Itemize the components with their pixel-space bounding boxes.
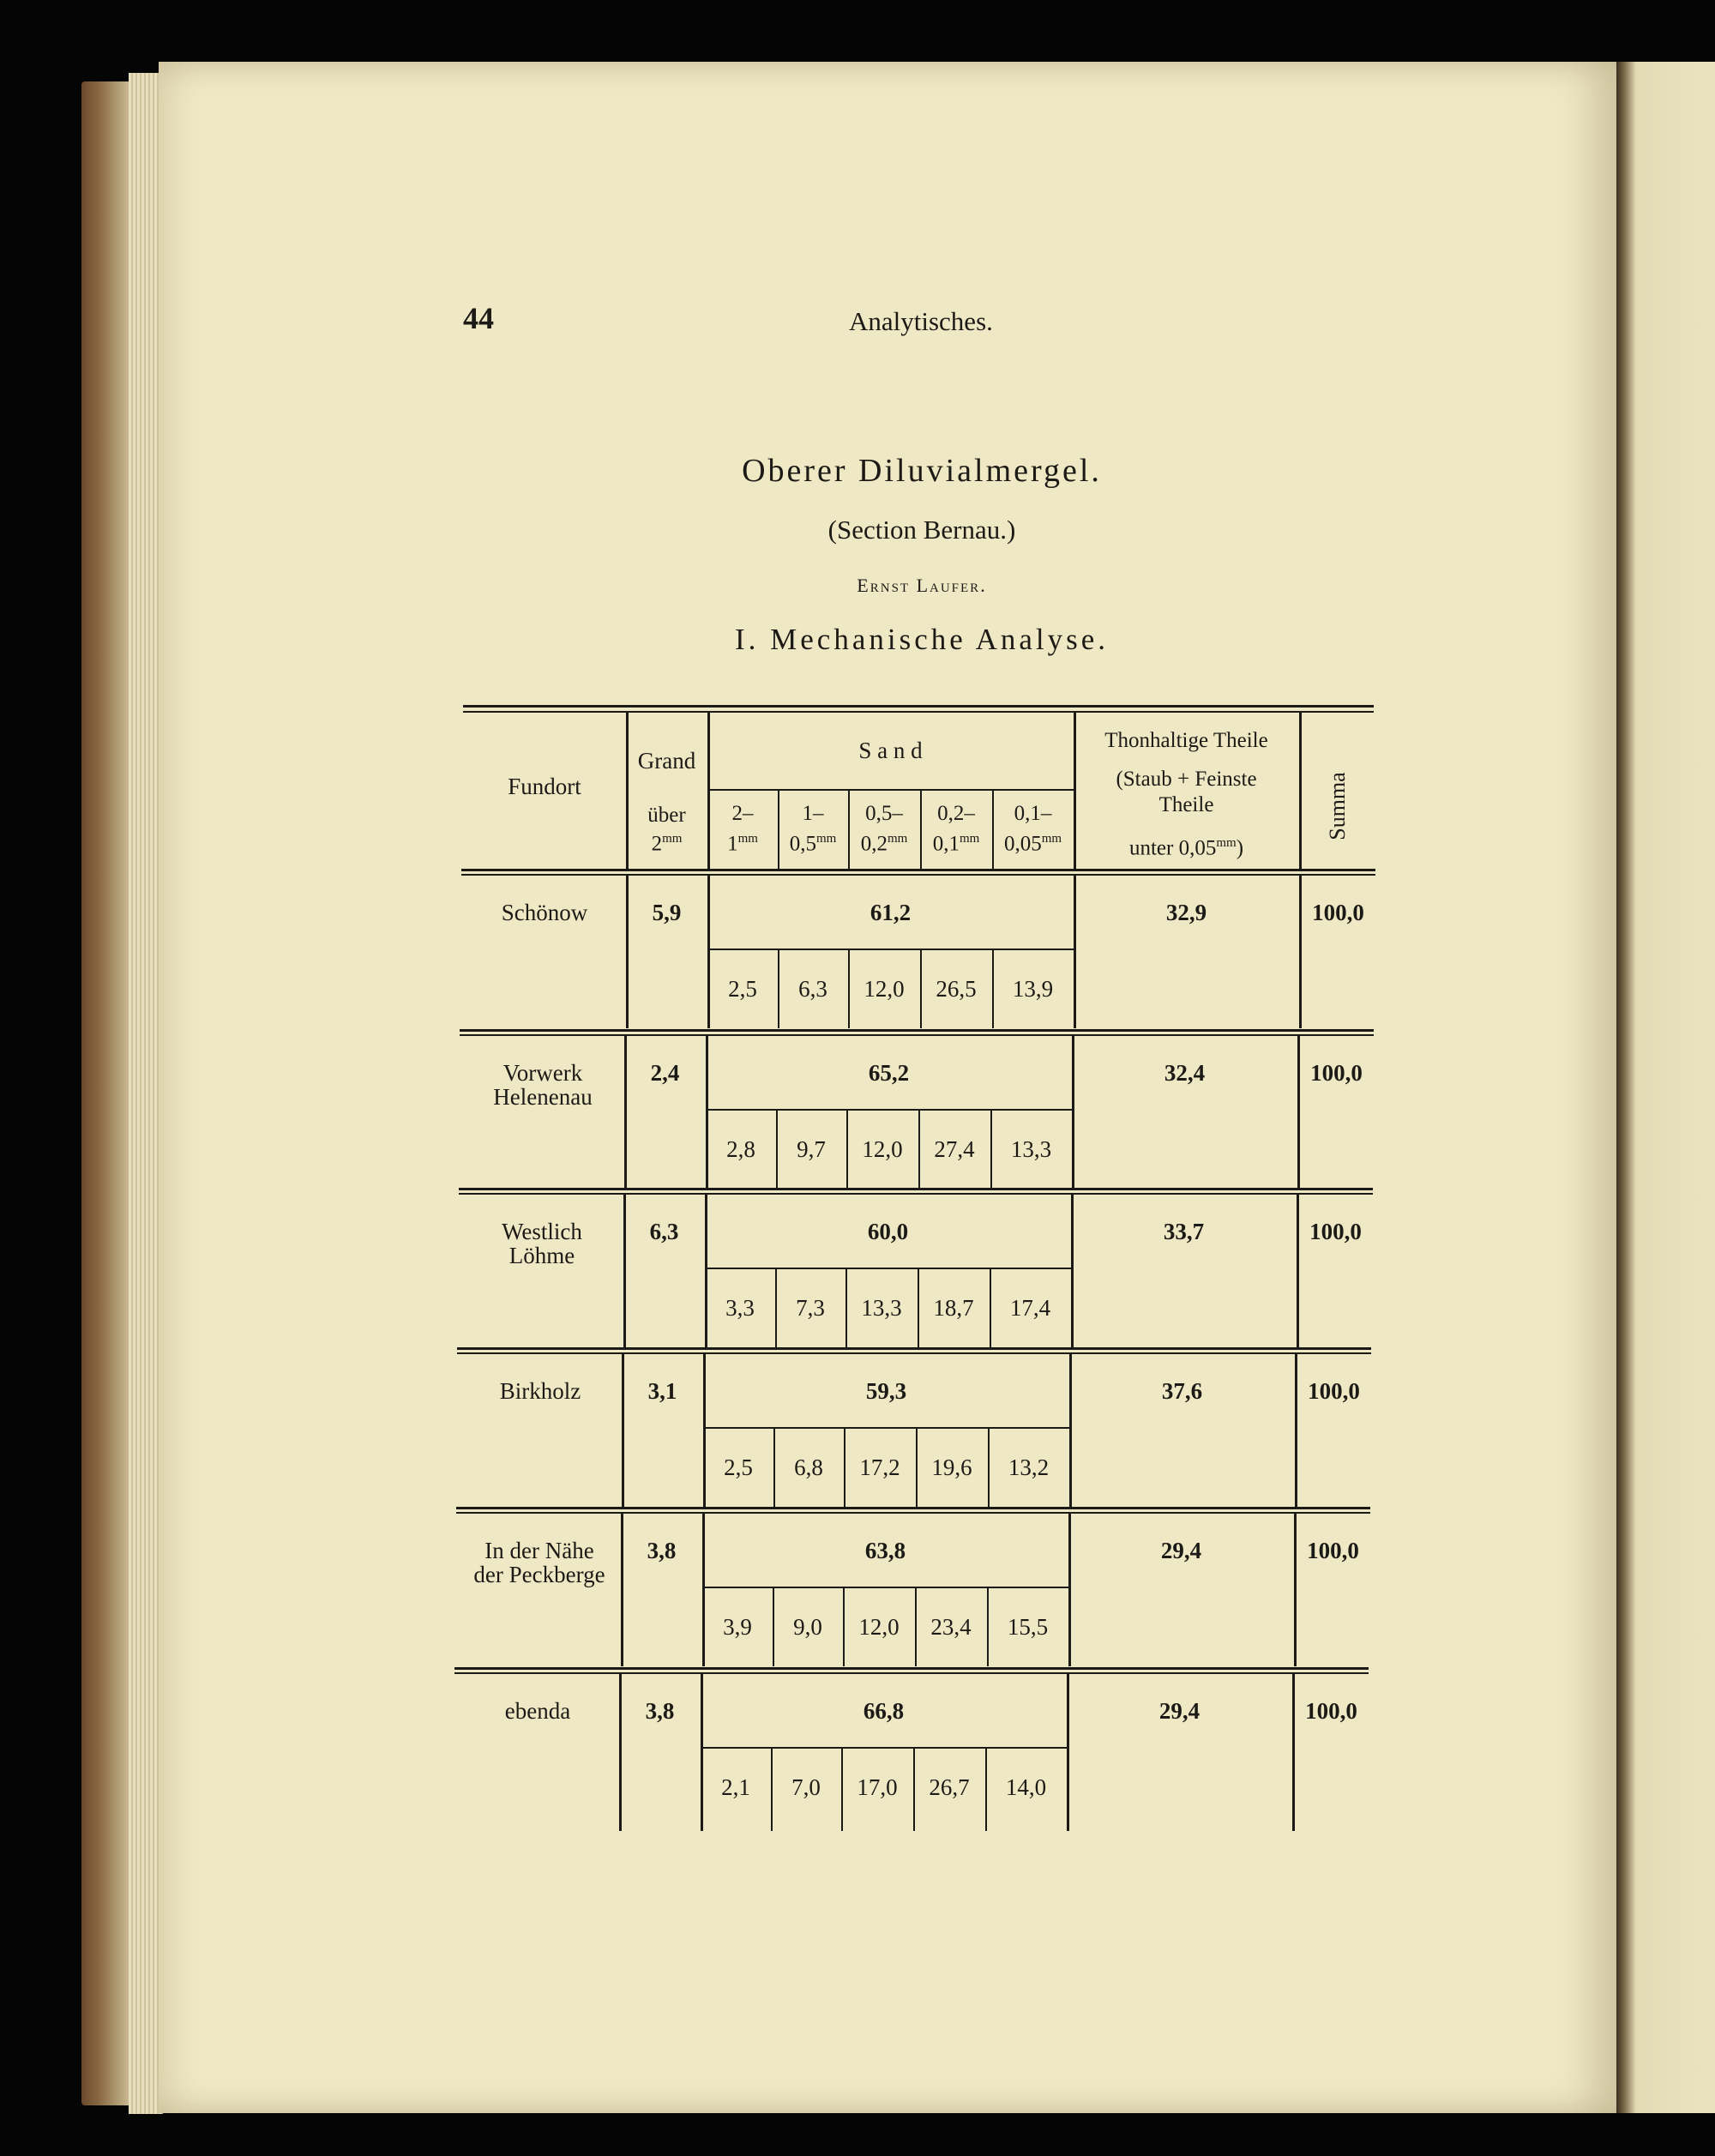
row-sand-value: 23,4 xyxy=(930,1614,972,1640)
page-title: Oberer Diluvialmergel. xyxy=(742,453,1102,489)
row-divider-fundort xyxy=(622,1354,624,1507)
row-sand-value: 12,0 xyxy=(858,1614,900,1640)
row-divider-fundort xyxy=(621,1514,623,1666)
row-fundort-line2: Helenenau xyxy=(493,1084,593,1110)
row-grand: 6,3 xyxy=(649,1219,679,1244)
row-thon: 29,4 xyxy=(1158,1698,1200,1724)
row-summa: 100,0 xyxy=(1308,1378,1360,1404)
row-sand-value: 14,0 xyxy=(1005,1774,1047,1800)
row-summa: 100,0 xyxy=(1312,900,1364,925)
row-top-rule-inner xyxy=(461,874,1375,876)
row-sand-value: 9,7 xyxy=(797,1136,826,1162)
row-fundort-line2: Löhme xyxy=(508,1243,575,1268)
row-sand-value: 2,5 xyxy=(724,1454,753,1480)
header-thon-line1: Thonhaltige Theile xyxy=(1104,729,1268,752)
row-top-rule-inner xyxy=(454,1672,1369,1674)
table-top-rule-inner xyxy=(463,711,1374,713)
row-fundort: Schönow xyxy=(501,900,588,925)
section-heading: I. Mechanische Analyse. xyxy=(734,623,1110,656)
row-divider-thon xyxy=(1297,1036,1300,1189)
row-sand-value: 12,0 xyxy=(862,1136,903,1162)
row-top-rule xyxy=(461,869,1375,871)
row-top-rule xyxy=(459,1188,1373,1190)
row-grand: 2,4 xyxy=(650,1060,680,1086)
row-top-rule xyxy=(460,1029,1374,1032)
row-sand-value: 13,3 xyxy=(1010,1136,1052,1162)
row-summa: 100,0 xyxy=(1310,1060,1363,1086)
header-sand-col-bottom xyxy=(778,828,848,855)
page-stack-edge xyxy=(129,73,163,2114)
row-divider-thon xyxy=(1297,1195,1299,1347)
row-sand-sub-rule xyxy=(708,1109,1072,1111)
row-divider-fundort xyxy=(626,876,629,1028)
row-fundort: In der Nähe xyxy=(484,1538,594,1563)
row-top-rule-inner xyxy=(460,1034,1374,1036)
table-top-rule xyxy=(463,705,1374,708)
header-sand-col-bottom-unit: mm xyxy=(959,832,980,846)
header-grand-unit-value: 2 xyxy=(651,832,663,856)
row-top-rule-inner xyxy=(459,1193,1373,1195)
header-sand-col-bottom-unit: mm xyxy=(1041,832,1062,846)
row-divider-sand xyxy=(1072,1036,1074,1189)
row-sand-sub-rule xyxy=(710,949,1074,950)
header-sand-col-top: 0,2– xyxy=(937,802,975,825)
row-sand-value: 6,8 xyxy=(794,1454,823,1480)
row-sand-total: 59,3 xyxy=(865,1378,907,1404)
row-sand-value: 13,3 xyxy=(861,1295,902,1321)
header-grand-sub: über xyxy=(647,804,686,827)
row-sand-value: 2,1 xyxy=(721,1774,750,1800)
row-sand-value: 26,5 xyxy=(936,976,977,1002)
row-sand-value: 17,0 xyxy=(857,1774,898,1800)
page-subtitle: (Section Bernau.) xyxy=(827,515,1016,545)
row-sand-value: 17,2 xyxy=(859,1454,900,1480)
row-sand-total: 61,2 xyxy=(870,900,912,925)
row-summa: 100,0 xyxy=(1309,1219,1362,1244)
header-sand-col-bottom-unit: mm xyxy=(737,832,758,846)
row-sand-value: 3,3 xyxy=(725,1295,755,1321)
header-divider-thon xyxy=(1299,713,1302,871)
row-top-rule xyxy=(456,1507,1370,1509)
header-grand-unit xyxy=(626,828,707,855)
row-top-rule xyxy=(457,1347,1371,1350)
row-fundort: Vorwerk xyxy=(502,1060,583,1086)
row-summa: 100,0 xyxy=(1305,1698,1357,1724)
header-sand-col-top: 0,1– xyxy=(1014,802,1052,825)
row-sand-value: 26,7 xyxy=(929,1774,970,1800)
row-divider-grand xyxy=(706,1036,708,1189)
row-sand-value: 13,9 xyxy=(1012,976,1054,1002)
header-sand-col-bottom-value: 0,1 xyxy=(932,832,960,856)
row-divider-grand xyxy=(705,1195,707,1347)
header-thon-line4 xyxy=(1074,832,1299,859)
row-sand-value: 27,4 xyxy=(934,1136,975,1162)
row-divider-sand xyxy=(1069,1354,1072,1507)
header-sand-col-bottom xyxy=(992,828,1074,855)
header-sand-col-bottom-value: 0,2 xyxy=(860,832,888,856)
row-grand: 3,8 xyxy=(647,1538,677,1563)
row-sand-value: 12,0 xyxy=(864,976,905,1002)
row-sand-value: 2,5 xyxy=(728,976,757,1002)
row-divider-sand xyxy=(1071,1195,1074,1347)
row-divider-grand xyxy=(702,1514,705,1666)
row-sand-sub-rule xyxy=(705,1587,1068,1588)
row-fundort-line2: der Peckberge xyxy=(473,1562,605,1587)
facing-page-edge xyxy=(1616,62,1715,2113)
row-sand-total: 63,8 xyxy=(864,1538,906,1563)
header-fundort: Fundort xyxy=(508,774,581,799)
row-grand: 5,9 xyxy=(652,900,682,925)
row-top-rule xyxy=(454,1667,1369,1670)
header-thon-close: ) xyxy=(1236,836,1244,860)
row-sand-value: 3,9 xyxy=(723,1614,752,1640)
header-thon-line4-value: unter 0,05 xyxy=(1128,836,1217,860)
row-divider-thon xyxy=(1295,1354,1297,1507)
header-sand-col-bottom xyxy=(920,828,992,855)
row-fundort: Westlich xyxy=(502,1219,582,1244)
row-grand: 3,8 xyxy=(645,1698,675,1724)
row-sand-value: 2,8 xyxy=(726,1136,755,1162)
row-thon: 33,7 xyxy=(1163,1219,1205,1244)
book-page xyxy=(159,62,1616,2113)
row-sand-total: 65,2 xyxy=(868,1060,910,1086)
header-sand: S a n d xyxy=(858,738,923,763)
author-name: Ernst Laufer. xyxy=(857,575,987,596)
header-sand-col-bottom-unit: mm xyxy=(887,832,908,846)
header-sand-col-bottom-unit: mm xyxy=(815,832,837,846)
row-sand-total: 60,0 xyxy=(867,1219,909,1244)
header-sand-col-top: 0,5– xyxy=(865,802,903,825)
header-grand: Grand xyxy=(637,748,696,774)
row-sand-sub-rule xyxy=(707,1268,1071,1269)
header-sand-col-top: 1– xyxy=(802,802,824,825)
row-thon: 29,4 xyxy=(1160,1538,1202,1563)
header-thon-line2: (Staub + Feinste xyxy=(1116,768,1257,791)
row-sand-value: 13,2 xyxy=(1008,1454,1050,1480)
row-fundort: ebenda xyxy=(504,1698,571,1724)
running-head: Analytisches. xyxy=(849,306,993,336)
header-sand-col-bottom-value: 1 xyxy=(727,832,738,856)
row-fundort: Birkholz xyxy=(499,1378,581,1404)
row-divider-grand xyxy=(703,1354,706,1507)
row-sand-value: 17,4 xyxy=(1009,1295,1051,1321)
header-sand-col-bottom xyxy=(707,828,778,855)
row-divider-fundort xyxy=(623,1195,626,1347)
row-top-rule-inner xyxy=(457,1352,1371,1354)
row-sand-value: 19,6 xyxy=(931,1454,972,1480)
row-divider-fundort xyxy=(624,1036,627,1189)
row-sand-value: 18,7 xyxy=(933,1295,974,1321)
row-divider-thon xyxy=(1294,1514,1297,1666)
header-sand-col-bottom-value: 0,05 xyxy=(1003,832,1042,856)
row-summa: 100,0 xyxy=(1307,1538,1359,1563)
header-summa: Summa xyxy=(1325,772,1350,840)
row-divider-thon xyxy=(1299,876,1302,1028)
row-thon: 32,9 xyxy=(1165,900,1207,925)
row-divider-sand xyxy=(1068,1514,1071,1666)
page-number: 44 xyxy=(463,301,494,335)
row-top-rule-inner xyxy=(456,1512,1370,1514)
header-sand-col-bottom-value: 0,5 xyxy=(789,832,816,856)
row-grand: 3,1 xyxy=(647,1378,677,1404)
row-divider-grand xyxy=(707,876,710,1028)
row-sand-total: 66,8 xyxy=(863,1698,905,1724)
row-sand-sub-rule xyxy=(703,1747,1067,1749)
row-divider-sand xyxy=(1074,876,1076,1028)
row-thon: 37,6 xyxy=(1161,1378,1203,1404)
row-thon: 32,4 xyxy=(1164,1060,1206,1086)
row-sand-sub-rule xyxy=(706,1427,1069,1429)
header-sand-col-top: 2– xyxy=(731,802,754,825)
header-grand-unit-unit: mm xyxy=(662,832,683,846)
header-thon-line4-unit: mm xyxy=(1216,836,1237,850)
row-sand-value: 7,0 xyxy=(791,1774,821,1800)
row-sand-value: 9,0 xyxy=(793,1614,822,1640)
row-sand-value: 6,3 xyxy=(798,976,827,1002)
row-sand-value: 7,3 xyxy=(796,1295,825,1321)
row-sand-value: 15,5 xyxy=(1007,1614,1049,1640)
header-sand-col-bottom xyxy=(848,828,920,855)
sand-subheader-rule xyxy=(710,789,1074,791)
header-thon-line3: Theile xyxy=(1158,793,1214,816)
